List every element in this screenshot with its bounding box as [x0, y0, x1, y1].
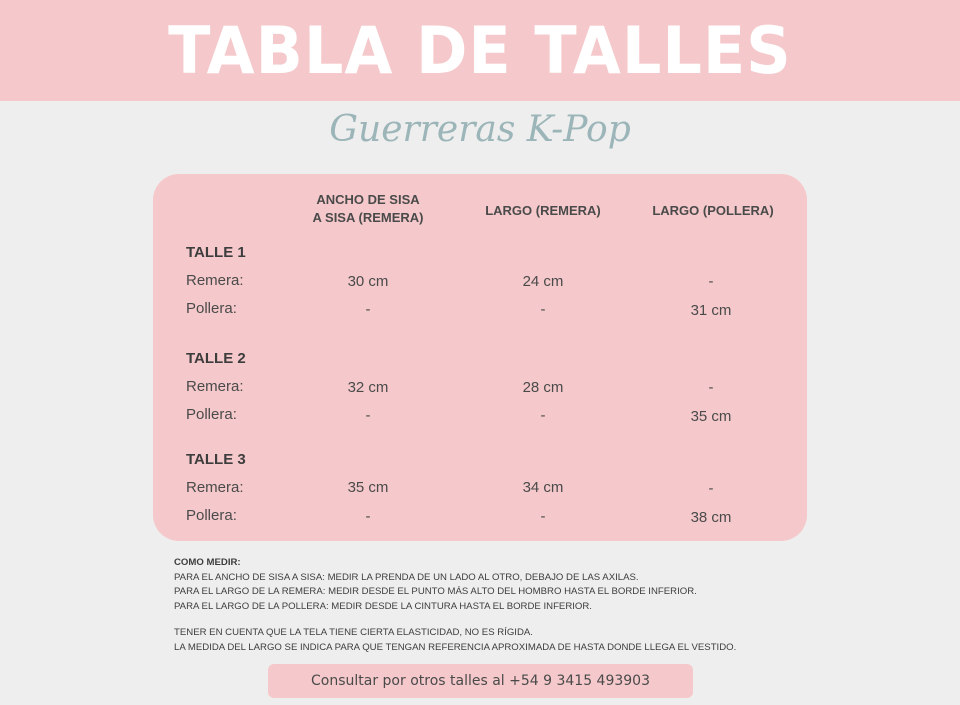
cell-value: 38 cm [690, 509, 732, 526]
notes-heading: COMO MEDIR: [174, 557, 241, 568]
cell-value: 35 cm [690, 408, 732, 425]
cell-value: - [540, 407, 546, 424]
cell-value: - [540, 508, 546, 525]
cell-value: 31 cm [690, 302, 732, 319]
cell-value: - [365, 508, 371, 525]
brand-name: Guerreras K-Pop [329, 109, 631, 150]
cell-value: 32 cm [347, 379, 389, 396]
cell-value: - [708, 480, 714, 497]
row-label: Remera: [186, 378, 244, 395]
note-line: PARA EL LARGO DE LA REMERA: MEDIR DESDE EL PUNTO MÁS ALTO DEL HOMBRO HASTA EL BORDE INFERIOR. [174, 586, 697, 598]
size-table [153, 174, 807, 541]
cell-value: 30 cm [347, 273, 389, 290]
page-title: TABLA DE TALLES [168, 11, 792, 89]
row-label: Pollera: [186, 300, 237, 317]
cell-value: 34 cm [522, 479, 564, 496]
contact-banner: Consultar por otros talles al +54 9 3415 493903 [268, 664, 693, 698]
header-largo-remera: LARGO (REMERA) [485, 203, 601, 218]
header-ancho: ANCHO DE SISA A SISA (REMERA) [312, 192, 424, 225]
measurement-notes [174, 556, 814, 656]
cell-value: - [365, 301, 371, 318]
header-banner [0, 0, 960, 101]
header-largo-pollera: LARGO (POLLERA) [652, 203, 774, 218]
note-line: PARA EL ANCHO DE SISA A SISA: MEDIR LA PRENDA DE UN LADO AL OTRO, DEBAJO DE LAS AXILAS. [174, 571, 639, 583]
note-line: PARA EL LARGO DE LA POLLERA: MEDIR DESDE LA CINTURA HASTA EL BORDE INFERIOR. [174, 600, 592, 612]
cell-value: - [708, 379, 714, 396]
row-label: Remera: [186, 479, 244, 496]
cell-value: - [708, 273, 714, 290]
cell-value: - [365, 407, 371, 424]
cell-value: 35 cm [347, 479, 389, 496]
row-label: Pollera: [186, 406, 237, 423]
note-line: LA MEDIDA DEL LARGO SE INDICA PARA QUE TENGAN REFERENCIA APROXIMADA DE HASTA DONDE LLEGA EL VESTIDO. [174, 641, 737, 653]
cell-value: 24 cm [522, 273, 564, 290]
cell-value: - [540, 301, 546, 318]
note-line: TENER EN CUENTA QUE LA TELA TIENE CIERTA ELASTICIDAD, NO ES RÍGIDA. [174, 627, 533, 639]
talle-3-heading: TALLE 3 [186, 451, 246, 468]
row-label: Pollera: [186, 507, 237, 524]
talle-1-heading: TALLE 1 [186, 244, 246, 261]
row-label: Remera: [186, 272, 244, 289]
talle-2-heading: TALLE 2 [186, 350, 246, 367]
cell-value: 28 cm [522, 379, 564, 396]
